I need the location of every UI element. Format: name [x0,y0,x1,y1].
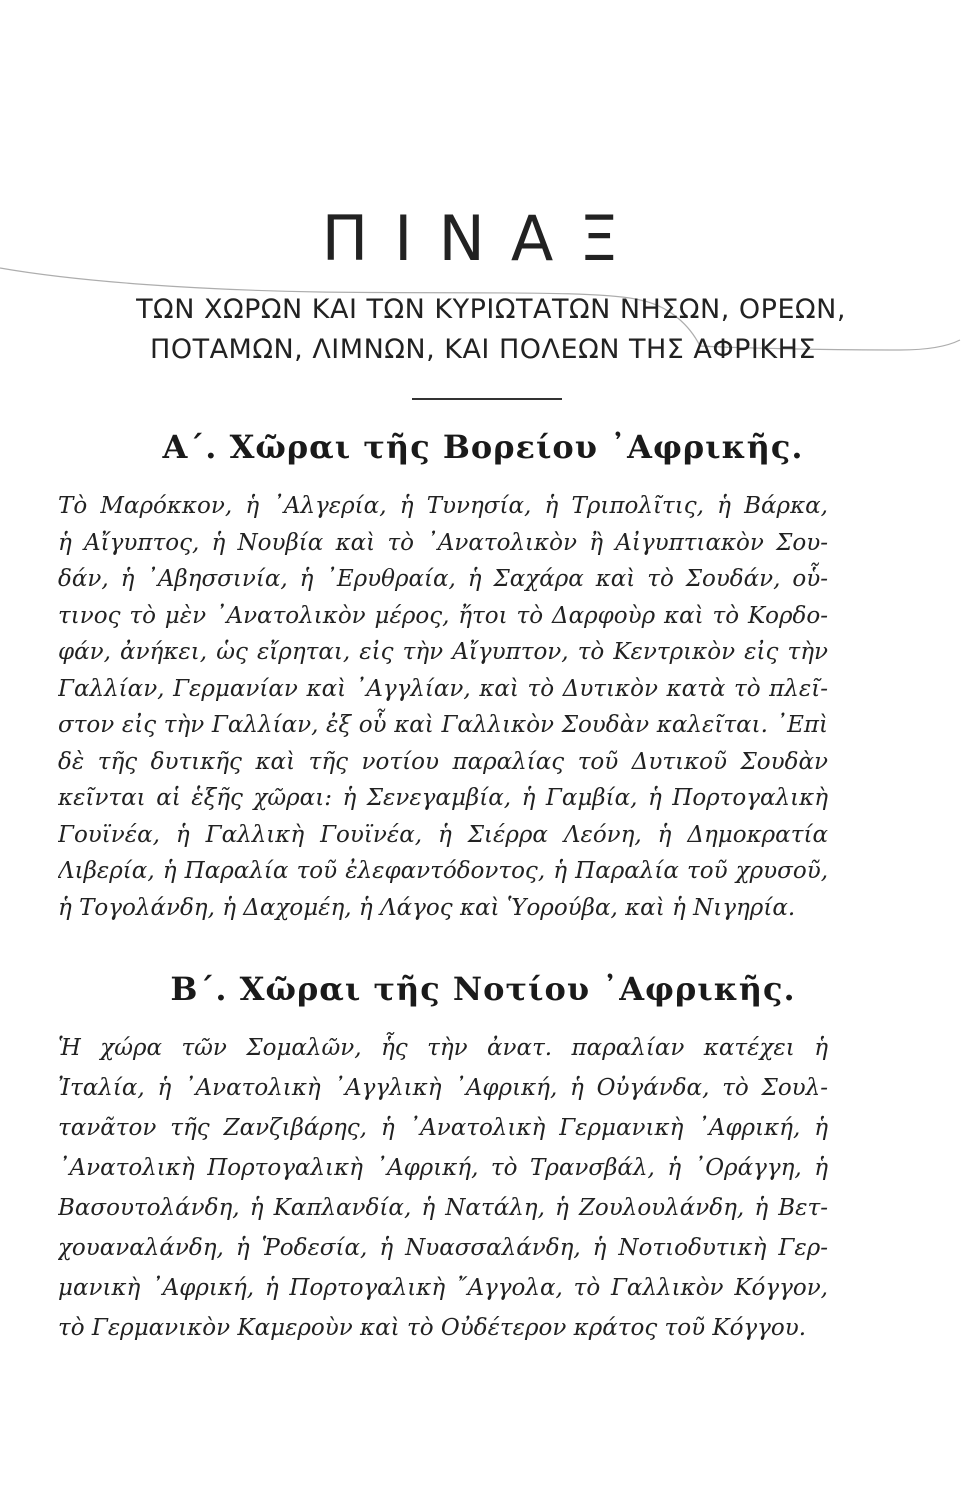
section-body-south-africa [58,1028,828,1348]
body-line: τανᾶτον τῆς Ζανζιβάρης, ἡ ᾿Ανατολικὴ Γερμανικὴ ᾿Αφρική, ἡ [58,1115,828,1141]
body-line: κεῖνται αἱ ἑξῆς χῶραι: ἡ Σενεγαμβία, ἡ Γαμβία, ἡ Πορτογαλικὴ [58,785,828,811]
section-body-north-africa [58,488,828,926]
body-line: φάν, ἀνήκει, ὡς εἴρηται, εἰς τὴν Αἴγυπτον, τὸ Κεντρικὸν εἰς τὴν [58,639,828,665]
section-heading-south-africa: Β΄. Χῶραι τῆς Νοτίου ᾿Αφρικῆς. [170,970,796,1008]
subtitle-line-2: ΠΟΤΑΜΩΝ, ΛΙΜΝΩΝ, ΚΑΙ ΠΟΛΕΩΝ ΤΗΣ ΑΦΡΙΚΗΣ [150,334,816,365]
body-line: Βασουτολάνδη, ἡ Καπλανδία, ἡ Νατάλη, ἡ Ζουλουλάνδη, ἡ Βετ- [58,1195,828,1221]
body-line: Ἡ χώρα τῶν Σομαλῶν, ἧς τὴν ἀνατ. παραλίαν κατέχει ἡ [58,1035,828,1061]
body-line: ἡ Τογολάνδη, ἡ Δαχομέη, ἡ Λάγος καὶ Ὑορούβα, καὶ ἡ Νιγηρία. [58,894,796,921]
body-line: στον εἰς τὴν Γαλλίαν, ἐξ οὗ καὶ Γαλλικὸν Σουδὰν καλεῖται. ᾿Επὶ [58,712,828,738]
body-line: ἡ Αἴγυπτος, ἡ Νουβία καὶ τὸ ᾿Ανατολικὸν ἢ Αἰγυπτιακὸν Σου- [58,529,828,556]
body-line: δὲ τῆς δυτικῆς καὶ τῆς νοτίου παραλίας τοῦ Δυτικοῦ Σουδὰν [58,748,828,775]
body-line: μανικὴ ᾿Αφρική, ἡ Πορτογαλικὴ ῎Αγγολα, τὸ Γαλλικὸν Κόγγον, [58,1275,828,1301]
body-line: Λιβερία, ἡ Παραλία τοῦ ἐλεφαντόδοντος, ἡ Παραλία τοῦ χρυσοῦ, [58,858,828,884]
body-line: δάν, ἡ ᾿Αβησσινία, ἡ ᾿Ερυθραία, ἡ Σαχάρα καὶ τὸ Σουδάν, οὗ- [58,566,828,592]
body-line: τὸ Γερμανικὸν Καμεροὺν καὶ τὸ Οὐδέτερον κράτος τοῦ Κόγγου. [58,1315,807,1341]
body-line: ᾿Ανατολικὴ Πορτογαλικὴ ᾿Αφρική, τὸ Τρανσβάλ, ἡ ᾿Οράγγη, ἡ [58,1155,828,1181]
page-title: ΠΙΝΑΞ [321,202,645,275]
body-line: χουαναλάνδη, ἡ Ῥοδεσία, ἡ Νυασσαλάνδη, ἡ Νοτιοδυτικὴ Γερ- [58,1235,828,1261]
subtitle-line-1: ΤΩΝ ΧΩΡΩΝ ΚΑΙ ΤΩΝ ΚΥΡΙΩΤΑΤΩΝ ΝΗΣΩΝ, ΟΡΕΩΝ, [136,294,846,325]
body-line: Τὸ Μαρόκκον, ἡ ᾿Αλγερία, ἡ Τυνησία, ἡ Τριπολῖτις, ἡ Βάρκα, [58,493,828,519]
body-line: Γαλλίαν, Γερμανίαν καὶ ᾿Αγγλίαν, καὶ τὸ Δυτικὸν κατὰ τὸ πλεῖ- [58,675,828,702]
body-line: Ἰταλία, ἡ ᾿Ανατολικὴ ᾿Αγγλικὴ ᾿Αφρική, ἡ Οὐγάνδα, τὸ Σουλ- [58,1075,828,1101]
section-heading-north-africa: Α΄. Χῶραι τῆς Βορείου ᾿Αφρικῆς. [162,428,804,466]
body-line: τινος τὸ μὲν ᾿Ανατολικὸν μέρος, ἤτοι τὸ Δαρφοὺρ καὶ τὸ Κορδο- [58,602,828,629]
body-line: Γουϊνέα, ἡ Γαλλικὴ Γουϊνέα, ἡ Σιέρρα Λεόνη, ἡ Δημοκρατία [58,821,828,848]
divider-rule [412,398,562,400]
